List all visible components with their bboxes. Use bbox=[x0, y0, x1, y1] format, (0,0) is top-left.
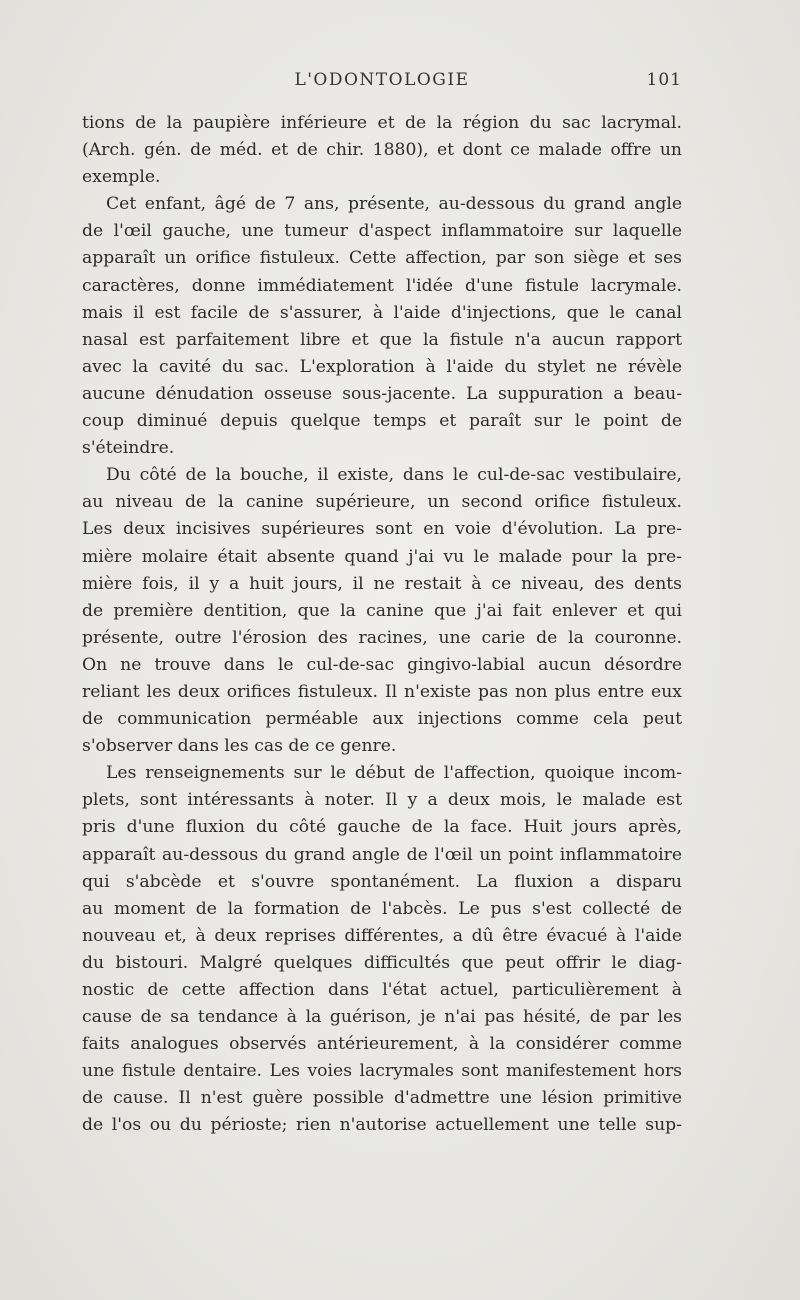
text-line: tions de la paupière inférieure et de la région du sac lacrymal. bbox=[82, 113, 682, 133]
running-title: L'ODONTOLOGIE bbox=[294, 70, 470, 90]
text-line: du bistouri. Malgré quelques difficultés que peut offrir le diag- bbox=[82, 952, 682, 973]
text-line: Les deux incisives supérieures sont en voie d'évolution. La pre- bbox=[82, 519, 682, 540]
text-line: Du côté de la bouche, il existe, dans le cul-de-sac vestibulaire, bbox=[106, 465, 682, 486]
text-line: s'observer dans les cas de ce genre. bbox=[82, 736, 397, 757]
text-line: mière molaire était absente quand j'ai vu le malade pour la pre- bbox=[82, 546, 682, 567]
text-line: coup diminué depuis quelque temps et paraît sur le point de bbox=[82, 411, 682, 432]
text-line: de communication perméable aux injections comme cela peut bbox=[82, 709, 682, 730]
text-line: de cause. Il n'est guère possible d'admettre une lésion primitive bbox=[82, 1088, 682, 1109]
text-line: aucune dénudation osseuse sous-jacente. La suppuration a beau- bbox=[82, 383, 682, 404]
text-line: présente, outre l'érosion des racines, une carie de la couronne. bbox=[82, 627, 682, 648]
text-line: apparaît un orifice fistuleux. Cette affection, par son siège et ses bbox=[82, 248, 682, 269]
text-line: pris d'une fluxion du côté gauche de la face. Huit jours après, bbox=[82, 817, 682, 838]
text-line: au moment de la formation de l'abcès. Le pus s'est collecté de bbox=[82, 898, 682, 919]
text-line: une fistule dentaire. Les voies lacrymales sont manifestement hors bbox=[82, 1061, 682, 1082]
text-line: reliant les deux orifices fistuleux. Il n'existe pas non plus entre eux bbox=[82, 681, 682, 702]
text-line: Cet enfant, âgé de 7 ans, présente, au-dessous du grand angle bbox=[106, 194, 682, 215]
text-line: cause de sa tendance à la guérison, je n'ai pas hésité, de par les bbox=[82, 1007, 682, 1028]
text-line: (Arch. gén. de méd. et de chir. 1880), et dont ce malade offre un bbox=[82, 140, 682, 161]
text-line: caractères, donne immédiatement l'idée d'une fistule lacrymale. bbox=[82, 275, 682, 296]
body-text bbox=[82, 110, 682, 1140]
page-number: 101 bbox=[646, 70, 682, 90]
text-line: nouveau et, à deux reprises différentes, a dû être évacué à l'aide bbox=[82, 925, 682, 946]
text-line: avec la cavité du sac. L'exploration à l'aide du stylet ne révèle bbox=[82, 356, 682, 377]
text-line: de première dentition, que la canine que j'ai fait enlever et qui bbox=[82, 600, 682, 621]
text-line: de l'os ou du périoste; rien n'autorise actuellement une telle sup- bbox=[82, 1115, 682, 1136]
text-line: nasal est parfaitement libre et que la fistule n'a aucun rapport bbox=[82, 329, 682, 350]
text-line: mière fois, il y a huit jours, il ne restait à ce niveau, des dents bbox=[82, 573, 682, 594]
text-line: nostic de cette affection dans l'état actuel, particulièrement à bbox=[82, 980, 682, 1000]
text-line: plets, sont intéressants à noter. Il y a deux mois, le malade est bbox=[82, 790, 682, 811]
text-line: exemple. bbox=[82, 167, 161, 188]
text-line: faits analogues observés antérieurement, à la considérer comme bbox=[82, 1034, 682, 1055]
text-line: Les renseignements sur le début de l'affection, quoique incom- bbox=[106, 763, 682, 784]
text-line: apparaît au-dessous du grand angle de l'œil un point inflammatoire bbox=[82, 844, 682, 865]
text-line: de l'œil gauche, une tumeur d'aspect inflammatoire sur laquelle bbox=[82, 221, 682, 242]
running-head bbox=[82, 70, 682, 96]
text-line: qui s'abcède et s'ouvre spontanément. La fluxion a disparu bbox=[82, 871, 682, 892]
text-line: mais il est facile de s'assurer, à l'aide d'injections, que le canal bbox=[82, 302, 682, 323]
text-line: On ne trouve dans le cul-de-sac gingivo-labial aucun désordre bbox=[82, 654, 682, 675]
text-line: au niveau de la canine supérieure, un second orifice fistuleux. bbox=[82, 492, 682, 513]
text-line: s'éteindre. bbox=[82, 438, 175, 459]
